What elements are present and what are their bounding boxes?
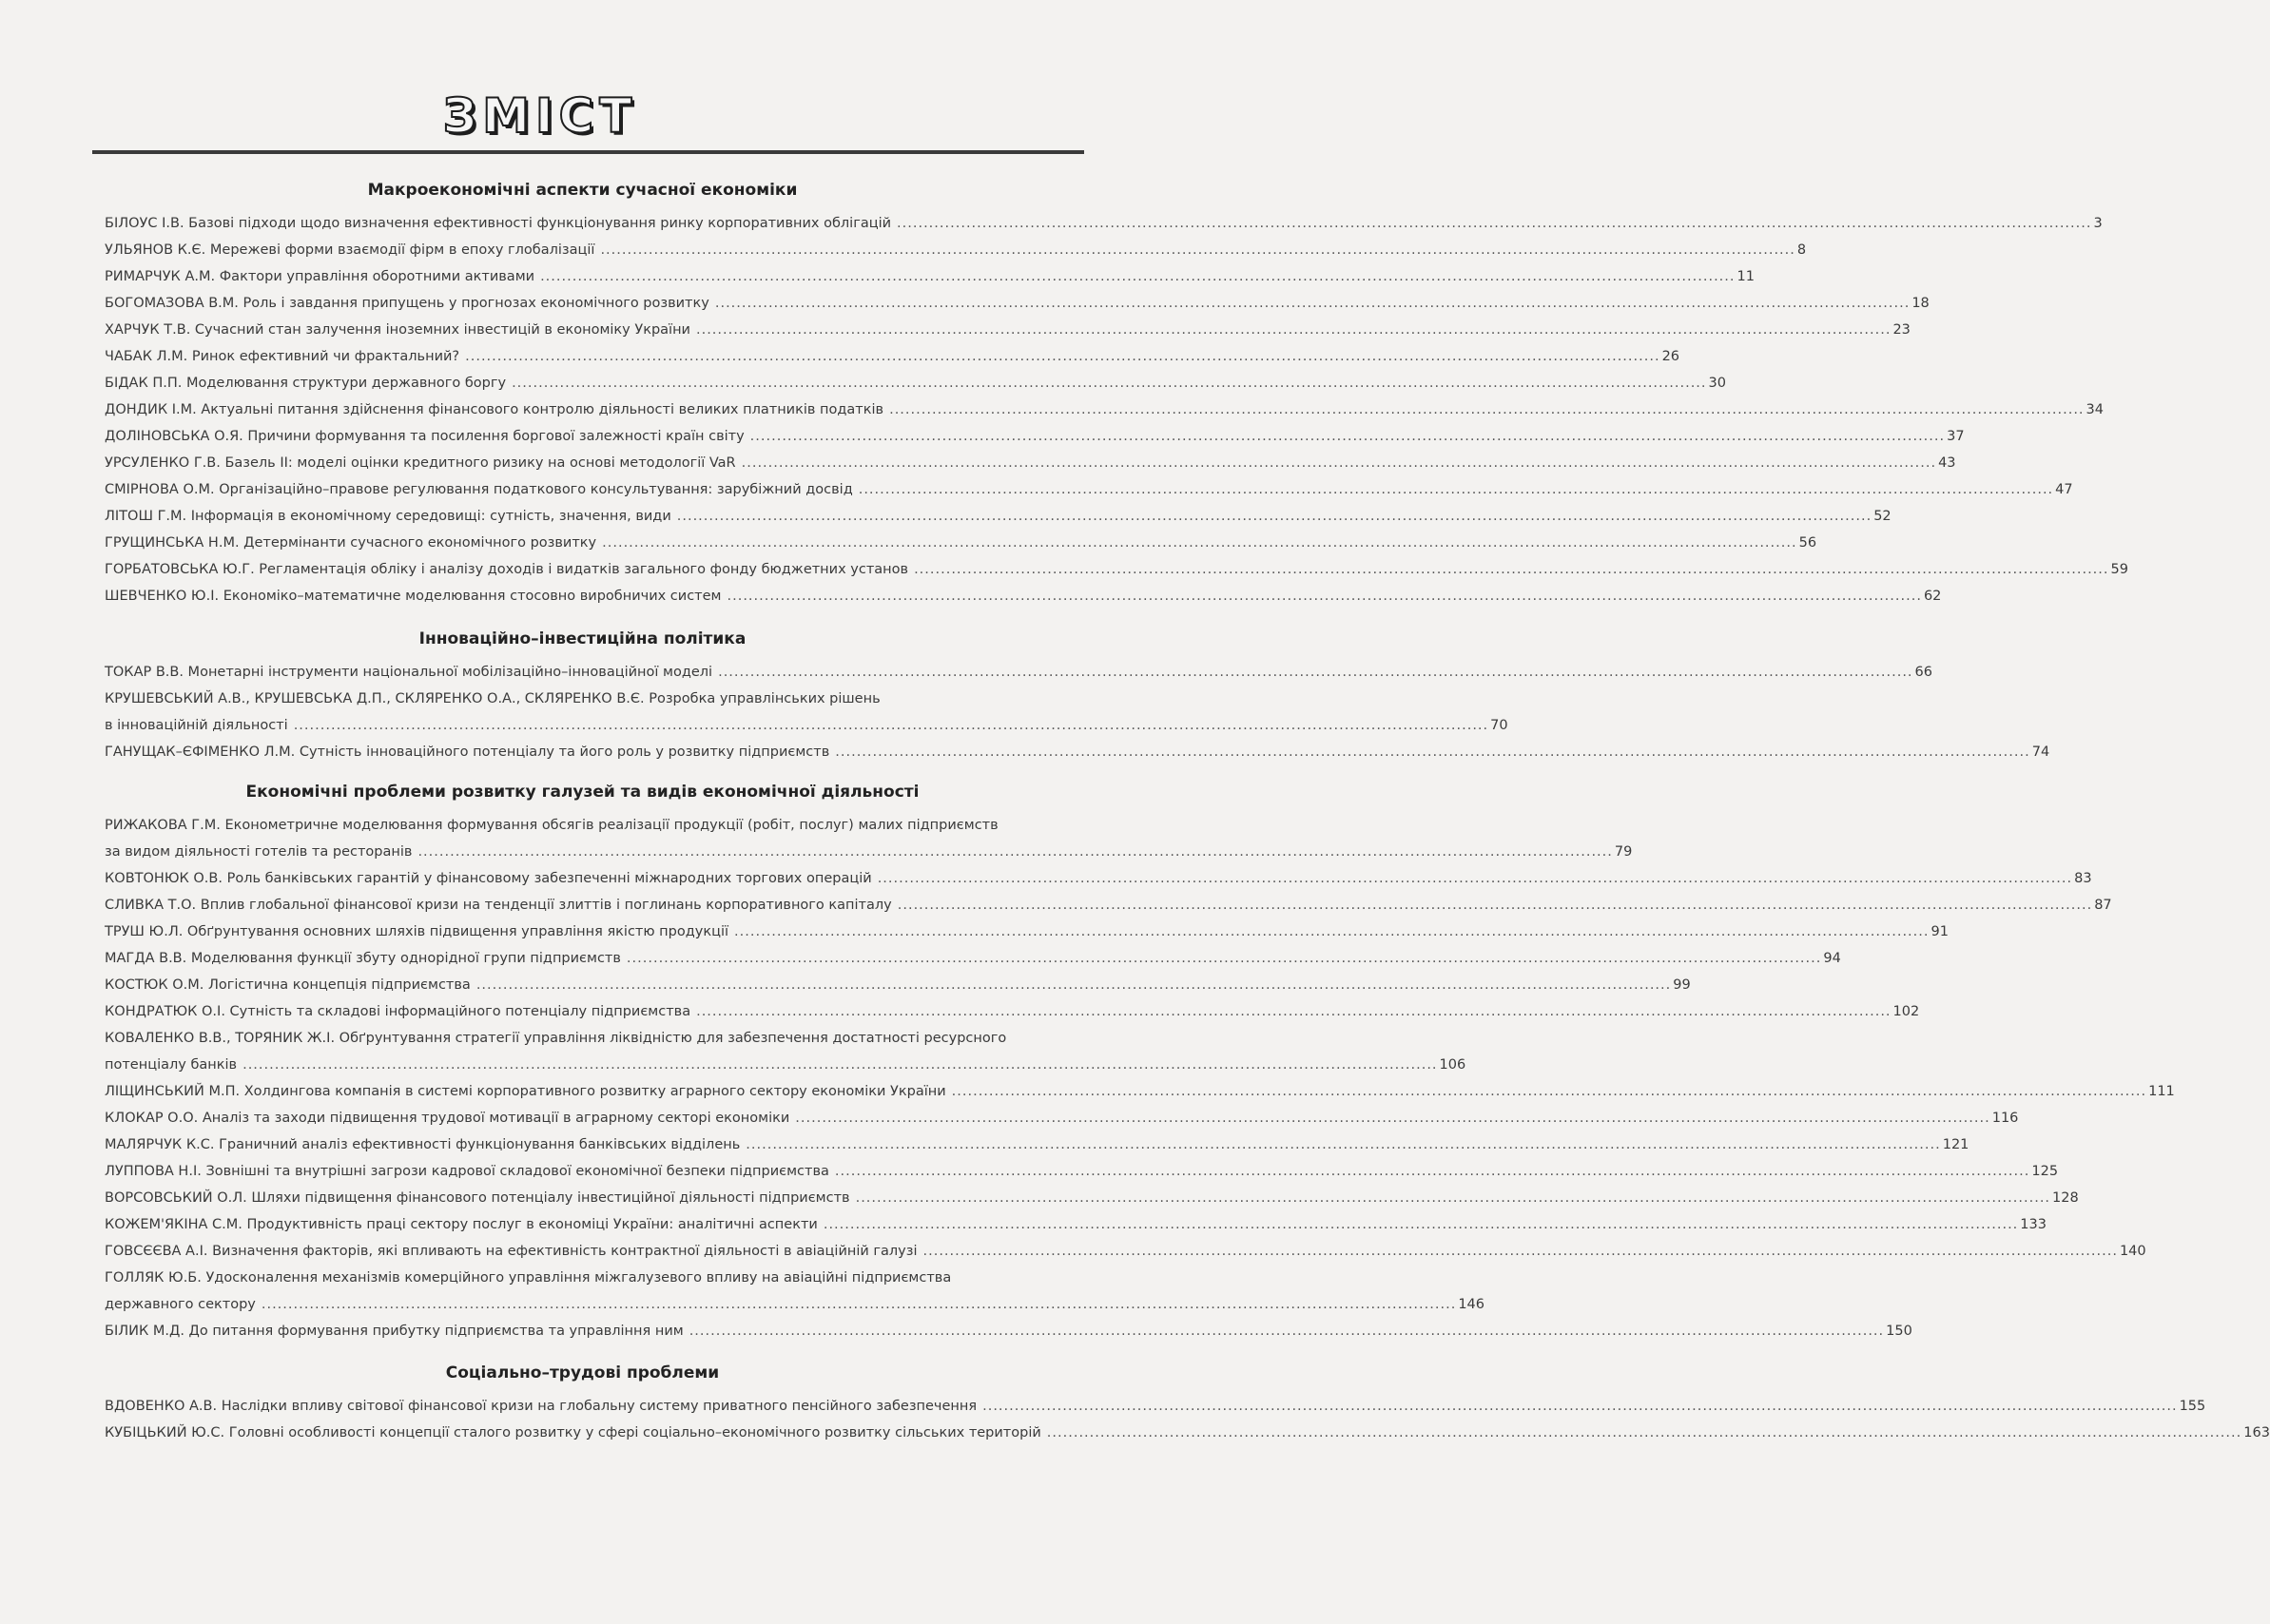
entry-page-number: 62: [1923, 589, 1942, 604]
entry-line: [105, 237, 1807, 263]
entry-page-number: 125: [2031, 1164, 2059, 1179]
dot-leader: [602, 530, 1796, 556]
dot-leader: [750, 423, 1945, 450]
entry-line: [105, 423, 1965, 450]
toc-entry[interactable]: [105, 290, 1930, 317]
toc-entry[interactable]: [105, 503, 1892, 530]
entry-title: ЛІЩИНСЬКИЙ М.П. Холдингова компанія в системі корпоративного розвитку аграрного сектору економіки України: [105, 1084, 946, 1099]
entry-title-first-line: РИЖАКОВА Г.М. Економетричне моделювання формування обсягів реалізації продукції (робіт, послуг) малих підприємств: [105, 818, 999, 833]
entry-title: в інноваційній діяльності: [105, 718, 288, 733]
entry-line: [105, 1131, 1969, 1158]
section-title: Макроекономічні аспекти сучасної економіки: [367, 181, 798, 200]
entry-line: [105, 1238, 2146, 1265]
toc-entry[interactable]: [105, 1131, 1969, 1158]
toc-entry[interactable]: [105, 812, 1633, 865]
entry-title: РИМАРЧУК А.М. Фактори управління оборотними активами: [105, 269, 535, 284]
toc-entry[interactable]: [105, 530, 1817, 556]
dot-leader: [715, 290, 1910, 317]
toc-entry[interactable]: [105, 739, 2050, 765]
dot-leader: [795, 1105, 1989, 1131]
dot-leader: [627, 945, 1821, 972]
dot-leader: [889, 396, 2084, 423]
entry-line: [105, 343, 1680, 370]
entry-title: за видом діяльності готелів та ресторанів: [105, 844, 413, 860]
dot-leader: [878, 865, 2072, 892]
entry-line: [105, 290, 1930, 317]
entry-page-number: 102: [1892, 1004, 1920, 1019]
dot-leader: [859, 476, 2053, 503]
entry-title: СМІРНОВА О.М. Організаційно–правове регулювання податкового консультування: зарубіжний досвід: [105, 482, 853, 497]
entry-page-number: 121: [1942, 1137, 1969, 1152]
dot-leader: [540, 263, 1735, 290]
toc-section: [105, 628, 2050, 765]
dot-leader: [476, 972, 1671, 998]
entry-page-number: 91: [1930, 924, 1949, 939]
entry-title: ЛУППОВА Н.І. Зовнішні та внутрішні загрози кадрової складової економічної безпеки підприємства: [105, 1164, 829, 1179]
entry-page-number: 34: [2086, 402, 2104, 417]
entry-line: [105, 583, 1942, 609]
dot-leader: [512, 370, 1706, 396]
entry-title: ХАРЧУК Т.В. Сучасний стан залучення іноземних інвестицій в економіку України: [105, 322, 690, 338]
entry-page-number: 37: [1947, 429, 1965, 444]
entry-line: [105, 918, 1949, 945]
entry-title: КОНДРАТЮК О.І. Сутність та складові інформаційного потенціалу підприємства: [105, 1004, 691, 1019]
entry-title: КЛОКАР О.О. Аналіз та заходи підвищення трудової мотивації в аграрному секторі економіки: [105, 1111, 790, 1126]
entry-page-number: 99: [1673, 977, 1691, 993]
dot-leader: [835, 739, 2029, 765]
entry-line: [105, 1052, 1466, 1078]
dot-leader: [835, 1158, 2029, 1185]
toc-entry[interactable]: [105, 1025, 1466, 1078]
toc-entry[interactable]: [105, 1158, 2059, 1185]
entry-title: ЧАБАК Л.М. Ринок ефективний чи фрактальний?: [105, 349, 460, 364]
entry-line: [105, 450, 1956, 476]
entry-title: КОСТЮК О.М. Логістична концепція підприємства: [105, 977, 471, 993]
entry-line: [105, 1105, 2019, 1131]
entry-line: [105, 370, 1726, 396]
entry-line: [105, 1078, 2175, 1105]
toc-entry[interactable]: [105, 476, 2073, 503]
section-title: Інноваційно–інвестиційна політика: [418, 629, 747, 648]
entry-title: КОЖЕМ'ЯКІНА С.М. Продуктивність праці сектору послуг в економіці України: аналітичні аспекти: [105, 1217, 818, 1232]
entry-page-number: 133: [2020, 1217, 2047, 1232]
entry-page-number: 155: [2179, 1399, 2206, 1414]
dot-leader: [696, 317, 1891, 343]
dot-leader: [294, 712, 1488, 739]
entry-page-number: 59: [2110, 562, 2128, 577]
entry-title: державного сектору: [105, 1297, 256, 1312]
entry-page-number: 52: [1873, 509, 1892, 524]
entry-page-number: 70: [1490, 718, 1508, 733]
entry-page-number: 23: [1892, 322, 1911, 338]
entry-page-number: 83: [2074, 871, 2092, 886]
toc-entry[interactable]: [105, 865, 2092, 892]
dot-leader: [689, 1318, 1884, 1344]
entry-title-first-line: КОВАЛЕНКО В.В., ТОРЯНИК Ж.І. Обґрунтування стратегії управління ліквідністю для забезпечення достатності ресурсного: [105, 1031, 1007, 1046]
toc-entry[interactable]: [105, 583, 1942, 609]
entry-line: [105, 1211, 2047, 1238]
entry-page-number: 66: [1914, 665, 1932, 680]
entry-line: [105, 998, 1920, 1025]
entry-page-number: 26: [1661, 349, 1680, 364]
dot-leader: [746, 1131, 1940, 1158]
entry-line: [105, 530, 1817, 556]
entry-page-number: 128: [2052, 1190, 2079, 1206]
entry-title: потенціалу банків: [105, 1057, 238, 1073]
toc-entry[interactable]: [105, 1318, 1912, 1344]
dot-leader: [742, 450, 1936, 476]
entry-line: [105, 263, 1755, 290]
toc-entry[interactable]: [105, 1105, 2019, 1131]
entry-title: БІЛОУС І.В. Базові підходи щодо визначення ефективності функціонування ринку корпоративних облігацій: [105, 216, 892, 231]
toc-entry[interactable]: [105, 343, 1680, 370]
section-title: Економічні проблеми розвитку галузей та видів економічної діяльності: [245, 783, 920, 802]
toc-entry[interactable]: [105, 972, 1691, 998]
entry-page-number: 8: [1796, 242, 1807, 258]
toc-entry[interactable]: [105, 1420, 2270, 1446]
toc-entry[interactable]: [105, 1078, 2175, 1105]
entry-title-first-line: ГОЛЛЯК Ю.Б. Удосконалення механізмів комерційного управління міжгалузевого впливу на авіаційні підприємства: [105, 1270, 952, 1286]
dot-leader: [914, 556, 2108, 583]
title-divider: [92, 150, 1084, 154]
entry-page-number: 163: [2243, 1425, 2270, 1440]
entry-page-number: 87: [2094, 898, 2112, 913]
entry-page-number: 111: [2148, 1084, 2175, 1099]
entry-page-number: 3: [2093, 216, 2103, 231]
entry-title: ГОВСЄЄВА А.І. Визначення факторів, які впливають на ефективність контрактної діяльності в авіаційній галузі: [105, 1244, 918, 1259]
entry-line: [105, 556, 2128, 583]
toc-entry[interactable]: [105, 1211, 2047, 1238]
entry-line: [105, 712, 1508, 739]
entry-title: ВОРСОВСЬКИЙ О.Л. Шляхи підвищення фінансового потенціалу інвестиційної діяльності підприємств: [105, 1190, 850, 1206]
toc-entry[interactable]: [105, 686, 1508, 739]
page-title: ЗМІСТ: [442, 88, 638, 144]
entry-line: [105, 1185, 2079, 1211]
toc-entry[interactable]: [105, 263, 1755, 290]
entry-title: БІДАК П.П. Моделювання структури державного боргу: [105, 376, 507, 391]
toc-entry[interactable]: [105, 1185, 2079, 1211]
toc-entry[interactable]: [105, 450, 1956, 476]
entry-page-number: 106: [1439, 1057, 1466, 1073]
entry-line: [105, 317, 1911, 343]
dot-leader: [856, 1185, 2050, 1211]
dot-leader: [677, 503, 1872, 530]
dot-leader: [600, 237, 1795, 263]
dot-leader: [728, 583, 1922, 609]
toc-entry[interactable]: [105, 998, 1920, 1025]
entry-page-number: 116: [1991, 1111, 2019, 1126]
dot-leader: [734, 918, 1929, 945]
entry-line: [105, 739, 2050, 765]
entry-title: ЛІТОШ Г.М. Інформація в економічному середовищі: сутність, значення, види: [105, 509, 671, 524]
entry-line: [105, 396, 2104, 423]
entry-title: МАГДА В.В. Моделювання функції збуту однорідної групи підприємств: [105, 951, 621, 966]
entry-line: [105, 839, 1633, 865]
dot-leader: [696, 998, 1891, 1025]
entry-page-number: 56: [1798, 535, 1817, 551]
entry-line: [105, 972, 1691, 998]
toc-entry[interactable]: [105, 370, 1726, 396]
dot-leader: [243, 1052, 1437, 1078]
toc-entry[interactable]: [105, 396, 2104, 423]
toc-entry[interactable]: [105, 317, 1911, 343]
entry-page-number: 150: [1886, 1324, 1912, 1339]
entry-title: УЛЬЯНОВ К.Є. Мережеві форми взаємодії фірм в епоху глобалізації: [105, 242, 595, 258]
entry-page-number: 30: [1708, 376, 1726, 391]
entry-line: [105, 1158, 2059, 1185]
dot-leader: [1047, 1420, 2241, 1446]
entry-title: ДОНДИК І.М. Актуальні питання здійснення фінансового контролю діяльності великих платників податків: [105, 402, 884, 417]
entry-title: КУБІЦЬКИЙ Ю.С. Головні особливості концепції сталого розвитку у сфері соціально–економічного розвитку сільських територій: [105, 1425, 1041, 1440]
dot-leader: [824, 1211, 2018, 1238]
dot-leader: [982, 1393, 2177, 1420]
entry-title: ГРУЩИНСЬКА Н.М. Детермінанти сучасного економічного розвитку: [105, 535, 597, 551]
dot-leader: [923, 1238, 2118, 1265]
entry-line: [105, 892, 2112, 918]
toc-section: [105, 1362, 2270, 1446]
toc-entry[interactable]: [105, 423, 1965, 450]
entry-page-number: 79: [1614, 844, 1633, 860]
entry-title: ТРУШ Ю.Л. Обґрунтування основних шляхів підвищення управління якістю продукції: [105, 924, 729, 939]
entry-line: [105, 1393, 2206, 1420]
entry-title: КОВТОНЮК О.В. Роль банківських гарантій у фінансовому забезпеченні міжнародних торгових операцій: [105, 871, 872, 886]
entry-page-number: 47: [2055, 482, 2073, 497]
entry-page-number: 11: [1736, 269, 1755, 284]
entry-title: ТОКАР В.В. Монетарні інструменти національної мобілізаційно–інноваційної моделі: [105, 665, 713, 680]
toc-entry[interactable]: [105, 556, 2128, 583]
entry-line: [105, 1420, 2270, 1446]
dot-leader: [718, 659, 1912, 686]
dot-leader: [897, 210, 2091, 237]
section-title: Соціально–трудові проблеми: [445, 1363, 720, 1382]
entry-title: ДОЛІНОВСЬКА О.Я. Причини формування та посилення боргової залежності країн світу: [105, 429, 745, 444]
toc-section: [105, 179, 2128, 609]
dot-leader: [465, 343, 1659, 370]
entry-page-number: 94: [1823, 951, 1841, 966]
entry-title: СЛИВКА Т.О. Вплив глобальної фінансової кризи на тенденції злиттів і поглинань корпоративного капіталу: [105, 898, 892, 913]
toc-entry[interactable]: [105, 237, 1807, 263]
toc-entry[interactable]: [105, 918, 1949, 945]
toc-entry[interactable]: [105, 945, 1841, 972]
toc-entry[interactable]: [105, 210, 2103, 237]
entry-line: [105, 1291, 1484, 1318]
dot-leader: [417, 839, 1612, 865]
toc-section: [105, 781, 2175, 1344]
entry-page-number: 140: [2119, 1244, 2146, 1259]
entry-title: УРСУЛЕНКО Г.В. Базель II: моделі оцінки кредитного ризику на основі методології VaR: [105, 455, 736, 471]
toc-entry[interactable]: [105, 1265, 1484, 1318]
table-of-contents: [105, 179, 2270, 1446]
toc-entry[interactable]: [105, 1393, 2206, 1420]
entry-page-number: 74: [2031, 744, 2050, 760]
entry-line: [105, 503, 1892, 530]
toc-entry[interactable]: [105, 892, 2112, 918]
entry-title: ВДОВЕНКО А.В. Наслідки впливу світової фінансової кризи на глобальну систему приватного пенсійного забезпечення: [105, 1399, 978, 1414]
toc-entry[interactable]: [105, 1238, 2146, 1265]
entry-title: ШЕВЧЕНКО Ю.І. Економіко–математичне моделювання стосовно виробничих систем: [105, 589, 722, 604]
entry-line: [105, 945, 1841, 972]
entry-line: [105, 1318, 1912, 1344]
entry-title: ГАНУЩАК–ЄФІМЕНКО Л.М. Сутність інноваційного потенціалу та його роль у розвитку підприємств: [105, 744, 830, 760]
entry-line: [105, 659, 1932, 686]
entry-title: БІЛИК М.Д. До питання формування прибутку підприємства та управління ним: [105, 1324, 684, 1339]
dot-leader: [262, 1291, 1456, 1318]
entry-page-number: 146: [1458, 1297, 1484, 1312]
entry-title: ГОРБАТОВСЬКА Ю.Г. Регламентація обліку і аналізу доходів і видатків загального фонду бюджетних установ: [105, 562, 909, 577]
entry-title: БОГОМАЗОВА В.М. Роль і завдання припущень у прогнозах економічного розвитку: [105, 296, 709, 311]
entry-line: [105, 210, 2103, 237]
entry-page-number: 18: [1911, 296, 1930, 311]
toc-entry[interactable]: [105, 659, 1932, 686]
entry-line: [105, 476, 2073, 503]
entry-title-first-line: КРУШЕВСЬКИЙ А.В., КРУШЕВСЬКА Д.П., СКЛЯРЕНКО О.А., СКЛЯРЕНКО В.Є. Розробка управлінських рішень: [105, 691, 881, 706]
entry-line: [105, 865, 2092, 892]
dot-leader: [898, 892, 2092, 918]
entry-title: МАЛЯРЧУК К.С. Граничний аналіз ефективності функціонування банківських відділень: [105, 1137, 741, 1152]
entry-page-number: 43: [1938, 455, 1956, 471]
dot-leader: [952, 1078, 2146, 1105]
